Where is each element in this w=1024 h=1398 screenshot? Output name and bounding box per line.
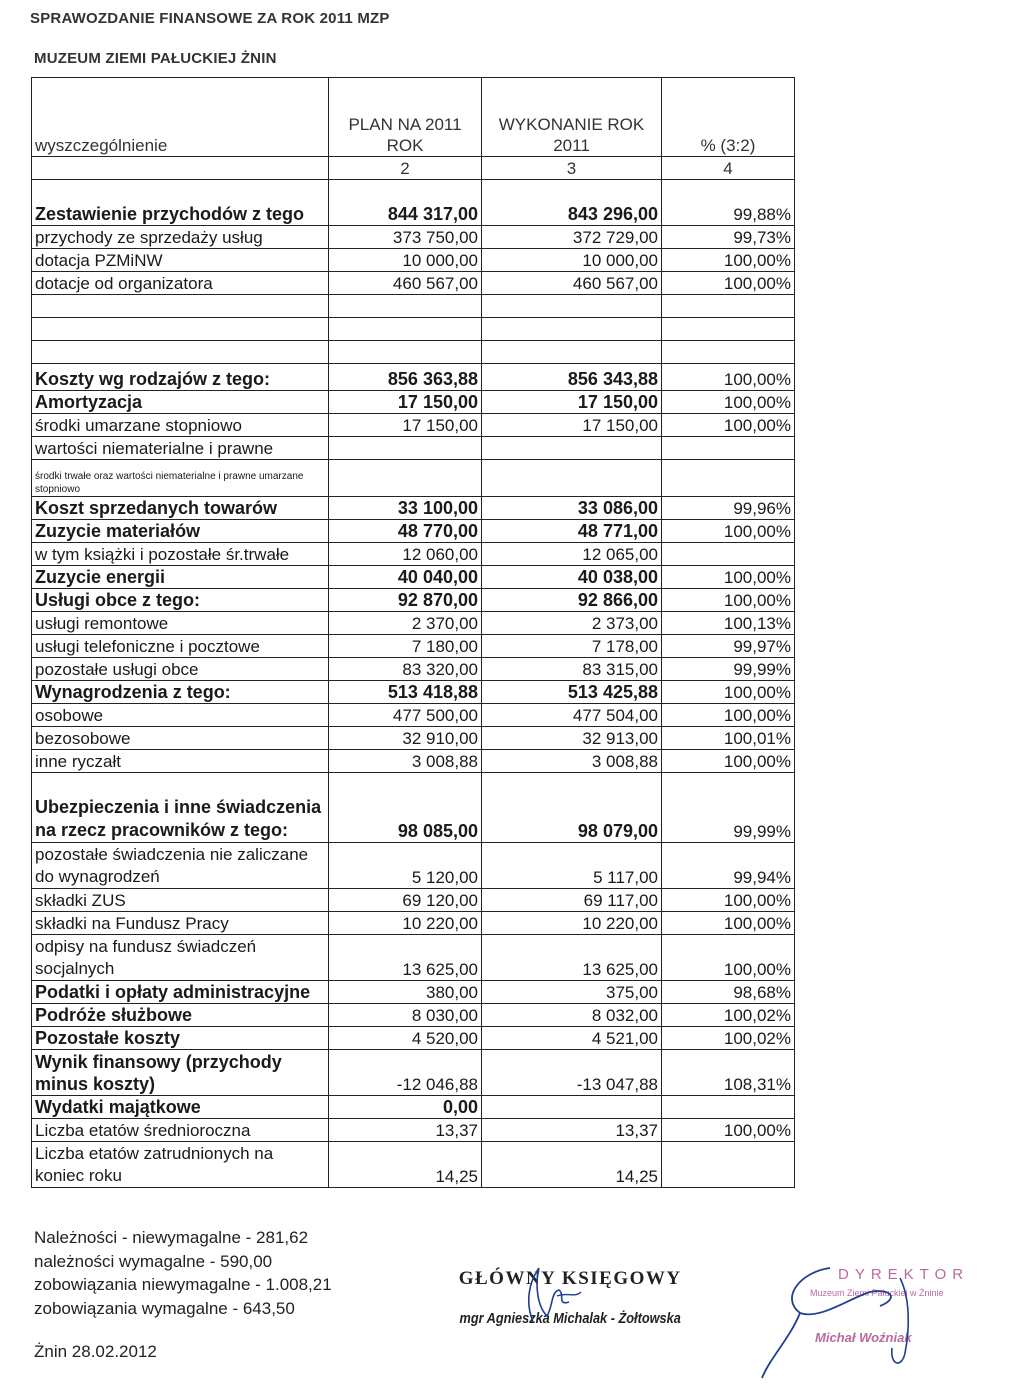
table-row: [32, 935, 795, 981]
table-row: [32, 1142, 795, 1188]
row-pct: [662, 460, 795, 497]
row-exec: 14,25: [482, 1142, 662, 1188]
row-exec: 7 178,00: [482, 635, 662, 658]
chief-accountant-title: GŁÓWNY KSIĘGOWY: [458, 1268, 682, 1289]
row-label: środki trwałe oraz wartości niematerialne i prawne umarzane stopniowo: [32, 460, 329, 497]
header-exec: WYKONANIE ROK 2011: [482, 78, 662, 157]
row-pct: 99,88%: [662, 180, 795, 226]
row-pct: [662, 295, 795, 318]
row-pct: 99,97%: [662, 635, 795, 658]
row-plan: 14,25: [329, 1142, 482, 1188]
director-stamp: [760, 1258, 990, 1388]
row-pct: 100,00%: [662, 391, 795, 414]
table-row-empty: [32, 318, 795, 341]
row-pct: 100,00%: [662, 566, 795, 589]
row-label: Liczba etatów średnioroczna: [32, 1119, 329, 1142]
row-pct: 100,00%: [662, 935, 795, 981]
header-num-exec: 3: [482, 157, 662, 180]
row-label: Usługi obce z tego:: [32, 589, 329, 612]
row-label: składki na Fundusz Pracy: [32, 912, 329, 935]
header-num-pct: 4: [662, 157, 795, 180]
table-row: [32, 681, 795, 704]
stamp-director-name: Michał Woźniak: [815, 1330, 912, 1345]
row-label: Koszty wg rodzajów z tego:: [32, 364, 329, 391]
row-label: składki ZUS: [32, 889, 329, 912]
table-row: [32, 391, 795, 414]
row-plan: 92 870,00: [329, 589, 482, 612]
row-pct: 100,00%: [662, 889, 795, 912]
chief-accountant-name: mgr Agnieszka Michalak - Żołtowska: [459, 1310, 681, 1327]
row-label: Zuzycie materiałów: [32, 520, 329, 543]
table-row: [32, 1119, 795, 1142]
row-exec: 5 117,00: [482, 843, 662, 889]
row-label: wartości niematerialne i prawne: [32, 437, 329, 460]
row-label: dotacje od organizatora: [32, 272, 329, 295]
table-row: [32, 889, 795, 912]
row-label: Amortyzacja: [32, 391, 329, 414]
table-row: [32, 658, 795, 681]
row-label: Podatki i opłaty administracyjne: [32, 981, 329, 1004]
header-num-plan: 2: [329, 157, 482, 180]
row-plan: 373 750,00: [329, 226, 482, 249]
row-exec: 375,00: [482, 981, 662, 1004]
row-pct: 100,00%: [662, 1119, 795, 1142]
row-label: Koszt sprzedanych towarów: [32, 497, 329, 520]
row-label: Ubezpieczenia i inne świadczenia na rzecz pracowników z tego:: [32, 773, 329, 843]
row-exec: 513 425,88: [482, 681, 662, 704]
table-row: [32, 249, 795, 272]
row-plan: 513 418,88: [329, 681, 482, 704]
table-row: [32, 750, 795, 773]
row-pct: 100,13%: [662, 612, 795, 635]
row-plan: 7 180,00: [329, 635, 482, 658]
row-plan: 13 625,00: [329, 935, 482, 981]
row-plan: 17 150,00: [329, 391, 482, 414]
row-pct: [662, 437, 795, 460]
row-label: środki umarzane stopniowo: [32, 414, 329, 437]
row-exec: 477 504,00: [482, 704, 662, 727]
row-exec: 843 296,00: [482, 180, 662, 226]
row-exec: [482, 437, 662, 460]
table-row: [32, 704, 795, 727]
row-plan: 13,37: [329, 1119, 482, 1142]
table-row: [32, 912, 795, 935]
row-exec: 13 625,00: [482, 935, 662, 981]
row-plan: 4 520,00: [329, 1027, 482, 1050]
table-row: [32, 589, 795, 612]
note-line: zobowiązania wymagalne - 643,50: [34, 1298, 295, 1318]
row-pct: 100,00%: [662, 750, 795, 773]
row-pct: [662, 341, 795, 364]
row-pct: 100,00%: [662, 249, 795, 272]
row-exec: [482, 295, 662, 318]
row-pct: 99,99%: [662, 658, 795, 681]
row-plan: 83 320,00: [329, 658, 482, 681]
row-pct: 100,00%: [662, 520, 795, 543]
row-exec: 92 866,00: [482, 589, 662, 612]
row-pct: 100,02%: [662, 1004, 795, 1027]
row-plan: 10 000,00: [329, 249, 482, 272]
row-plan: 33 100,00: [329, 497, 482, 520]
row-label: Wydatki majątkowe: [32, 1096, 329, 1119]
row-plan: 380,00: [329, 981, 482, 1004]
table-row: [32, 272, 795, 295]
row-plan: 10 220,00: [329, 912, 482, 935]
row-plan: [329, 295, 482, 318]
row-exec: 856 343,88: [482, 364, 662, 391]
table-header-row: [32, 78, 795, 157]
table-row-empty: [32, 295, 795, 318]
row-pct: 99,99%: [662, 773, 795, 843]
row-exec: 460 567,00: [482, 272, 662, 295]
row-label: usługi telefoniczne i pocztowe: [32, 635, 329, 658]
note-line: zobowiązania niewymagalne - 1.008,21: [34, 1275, 332, 1294]
table-row: [32, 773, 795, 843]
organization-name: MUZEUM ZIEMI PAŁUCKIEJ ŻNIN: [34, 50, 277, 67]
row-label: pozostałe świadczenia nie zaliczane do wynagrodzeń: [32, 843, 329, 889]
row-exec: 3 008,88: [482, 750, 662, 773]
row-plan: [329, 437, 482, 460]
row-exec: 2 373,00: [482, 612, 662, 635]
row-label: [32, 295, 329, 318]
stamp-title: DYREKTOR: [838, 1266, 970, 1283]
row-plan: 98 085,00: [329, 773, 482, 843]
row-exec: [482, 318, 662, 341]
row-pct: 100,00%: [662, 681, 795, 704]
row-plan: 460 567,00: [329, 272, 482, 295]
row-exec: 83 315,00: [482, 658, 662, 681]
receivables-notes: [34, 1226, 332, 1320]
row-pct: [662, 1096, 795, 1119]
row-pct: 99,73%: [662, 226, 795, 249]
table-column-numbers-row: [32, 157, 795, 180]
row-label: Pozostałe koszty: [32, 1027, 329, 1050]
table-row: [32, 520, 795, 543]
accountant-signature-icon: [495, 1262, 605, 1332]
row-label: przychody ze sprzedaży usług: [32, 226, 329, 249]
row-plan: 3 008,88: [329, 750, 482, 773]
table-row: [32, 364, 795, 391]
row-exec: 40 038,00: [482, 566, 662, 589]
row-pct: 100,00%: [662, 272, 795, 295]
row-exec: -13 047,88: [482, 1050, 662, 1096]
table-row: [32, 843, 795, 889]
row-pct: 99,94%: [662, 843, 795, 889]
document-date: Żnin 28.02.2012: [34, 1342, 157, 1361]
row-plan: 477 500,00: [329, 704, 482, 727]
table-row: [32, 1096, 795, 1119]
table-row: [32, 1004, 795, 1027]
row-plan: 2 370,00: [329, 612, 482, 635]
note-line: Należności - niewymagalne - 281,62: [34, 1228, 309, 1247]
row-pct: 108,31%: [662, 1050, 795, 1096]
header-num-label: [32, 157, 329, 180]
row-exec: [482, 460, 662, 497]
row-exec: 8 032,00: [482, 1004, 662, 1027]
table-row: [32, 460, 795, 497]
row-pct: 99,96%: [662, 497, 795, 520]
row-label: pozostałe usługi obce: [32, 658, 329, 681]
row-exec: 12 065,00: [482, 543, 662, 566]
row-plan: [329, 341, 482, 364]
row-pct: [662, 318, 795, 341]
row-label: usługi remontowe: [32, 612, 329, 635]
row-pct: 100,01%: [662, 727, 795, 750]
row-exec: 10 220,00: [482, 912, 662, 935]
row-label: w tym książki i pozostałe śr.trwałe: [32, 543, 329, 566]
row-exec: 48 771,00: [482, 520, 662, 543]
row-plan: -12 046,88: [329, 1050, 482, 1096]
row-label: inne ryczałt: [32, 750, 329, 773]
table-row: [32, 1050, 795, 1096]
row-pct: 100,00%: [662, 704, 795, 727]
row-label: osobowe: [32, 704, 329, 727]
director-signature-icon: [760, 1258, 990, 1388]
row-exec: 33 086,00: [482, 497, 662, 520]
row-label: bezosobowe: [32, 727, 329, 750]
row-plan: 17 150,00: [329, 414, 482, 437]
row-label: Zuzycie energii: [32, 566, 329, 589]
row-exec: [482, 341, 662, 364]
row-plan: 40 040,00: [329, 566, 482, 589]
row-pct: [662, 1142, 795, 1188]
table-row: [32, 727, 795, 750]
header-label: wyszczególnienie: [32, 78, 329, 157]
row-label: Zestawienie przychodów z tego: [32, 180, 329, 226]
table-row: [32, 437, 795, 460]
row-pct: 100,00%: [662, 912, 795, 935]
row-plan: 5 120,00: [329, 843, 482, 889]
row-plan: 856 363,88: [329, 364, 482, 391]
table-row: [32, 180, 795, 226]
row-plan: 69 120,00: [329, 889, 482, 912]
row-pct: 100,00%: [662, 589, 795, 612]
row-label: Liczba etatów zatrudnionych na koniec roku: [32, 1142, 329, 1188]
table-row: [32, 226, 795, 249]
table-row: [32, 497, 795, 520]
table-row: [32, 635, 795, 658]
row-label: dotacja PZMiNW: [32, 249, 329, 272]
document-title: SPRAWOZDANIE FINANSOWE ZA ROK 2011 MZP: [30, 10, 390, 27]
row-exec: 17 150,00: [482, 391, 662, 414]
row-pct: 100,02%: [662, 1027, 795, 1050]
financial-table: [31, 77, 795, 1188]
row-pct: 98,68%: [662, 981, 795, 1004]
row-exec: 17 150,00: [482, 414, 662, 437]
table-row: [32, 414, 795, 437]
row-exec: 372 729,00: [482, 226, 662, 249]
row-label: odpisy na fundusz świadczeń socjalnych: [32, 935, 329, 981]
row-exec: 13,37: [482, 1119, 662, 1142]
row-exec: [482, 1096, 662, 1119]
table-row: [32, 981, 795, 1004]
row-label: Podróże służbowe: [32, 1004, 329, 1027]
row-label: [32, 341, 329, 364]
row-plan: 844 317,00: [329, 180, 482, 226]
row-plan: 0,00: [329, 1096, 482, 1119]
stamp-institution: Muzeum Ziemi Pałuckiej w Żninie: [810, 1288, 944, 1298]
row-pct: 100,00%: [662, 414, 795, 437]
table-row: [32, 566, 795, 589]
row-exec: 69 117,00: [482, 889, 662, 912]
row-plan: [329, 318, 482, 341]
row-exec: 32 913,00: [482, 727, 662, 750]
row-label: Wynagrodzenia z tego:: [32, 681, 329, 704]
row-plan: 48 770,00: [329, 520, 482, 543]
row-plan: [329, 460, 482, 497]
row-plan: 32 910,00: [329, 727, 482, 750]
header-plan: PLAN NA 2011 ROK: [329, 78, 482, 157]
row-label: Wynik finansowy (przychody minus koszty): [32, 1050, 329, 1096]
row-pct: 100,00%: [662, 364, 795, 391]
table-row: [32, 543, 795, 566]
row-exec: 98 079,00: [482, 773, 662, 843]
row-label: [32, 318, 329, 341]
header-pct: % (3:2): [662, 78, 795, 157]
row-plan: 8 030,00: [329, 1004, 482, 1027]
table-row: [32, 1027, 795, 1050]
row-exec: 10 000,00: [482, 249, 662, 272]
table-row: [32, 612, 795, 635]
row-exec: 4 521,00: [482, 1027, 662, 1050]
row-pct: [662, 543, 795, 566]
table-row-empty: [32, 341, 795, 364]
row-plan: 12 060,00: [329, 543, 482, 566]
note-line: należności wymagalne - 590,00: [34, 1251, 273, 1271]
